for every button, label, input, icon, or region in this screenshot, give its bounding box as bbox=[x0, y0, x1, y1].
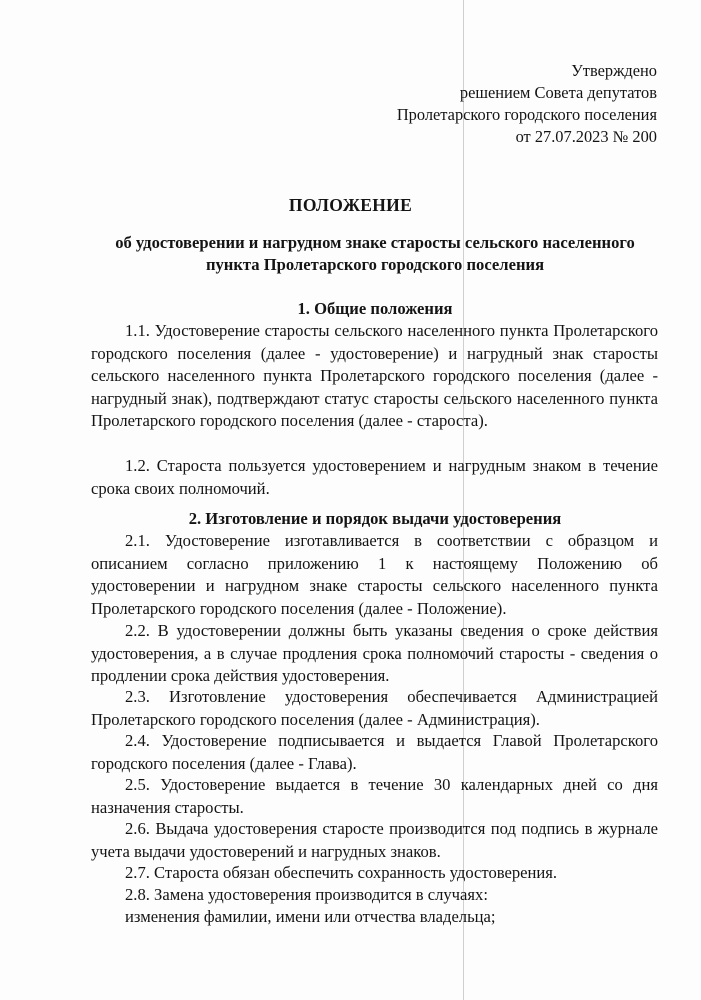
paragraph: 1.2. Староста пользуется удостоверением и нагрудным знаком в течение срока своих полномочий. bbox=[91, 456, 658, 498]
section-heading: 2. Изготовление и порядок выдачи удостоверения bbox=[188, 509, 562, 528]
paragraph: изменения фамилии, имени или отчества владельца; bbox=[125, 907, 496, 926]
document-title: ПОЛОЖЕНИЕ bbox=[288, 195, 413, 215]
section-heading: 1. Общие положения bbox=[297, 299, 453, 318]
paragraph: 2.5. Удостоверение выдается в течение 30 календарных дней со дня назначения старосты. bbox=[91, 775, 658, 817]
approval-line: Утверждено bbox=[571, 61, 657, 80]
paragraph: 2.2. В удостоверении должны быть указаны сведения о сроке действия удостоверения, а в случае продления срока полномочий старосты - сведения о продлении срока действия удостоверения. bbox=[91, 621, 658, 686]
paragraph: 2.6. Выдача удостоверения старосте производится под подпись в журнале учета выдачи удостоверений и нагрудных знаков. bbox=[91, 819, 658, 861]
approval-line: решением Совета депутатов bbox=[459, 83, 657, 102]
approval-stamp-block bbox=[397, 60, 657, 148]
paragraph: 2.4. Удостоверение подписывается и выдается Главой Пролетарского городского поселения (далее - Глава). bbox=[91, 731, 658, 773]
document-subtitle: об удостоверении и нагрудном знаке старосты сельского населенного пункта Пролетарского городского поселения bbox=[115, 233, 635, 274]
approval-line: Пролетарского городского поселения bbox=[396, 105, 657, 124]
paragraph: 2.3. Изготовление удостоверения обеспечивается Администрацией Пролетарского городского поселения (далее - Администрация). bbox=[91, 687, 658, 729]
paragraph: 2.1. Удостоверение изготавливается в соответствии с образцом и описанием согласно приложению 1 к настоящему Положению об удостоверении и нагрудном знаке старосты сельского населенного пункта Пролетарского городского поселения (далее - Положение). bbox=[91, 531, 658, 618]
paragraph: 1.1. Удостоверение старосты сельского населенного пункта Пролетарского городского поселения (далее - удостоверение) и нагрудный знак старосты сельского населенного пункта Пролетарского городского поселения (далее - нагрудный знак), подтверждают статус старосты сельского населенного пункта Пролетарского городского поселения (далее - староста). bbox=[91, 321, 658, 431]
approval-line: от 27.07.2023 № 200 bbox=[515, 127, 657, 146]
paragraph: 2.7. Староста обязан обеспечить сохранность удостоверения. bbox=[125, 863, 558, 882]
paragraph: 2.8. Замена удостоверения производится в случаях: bbox=[125, 885, 488, 904]
